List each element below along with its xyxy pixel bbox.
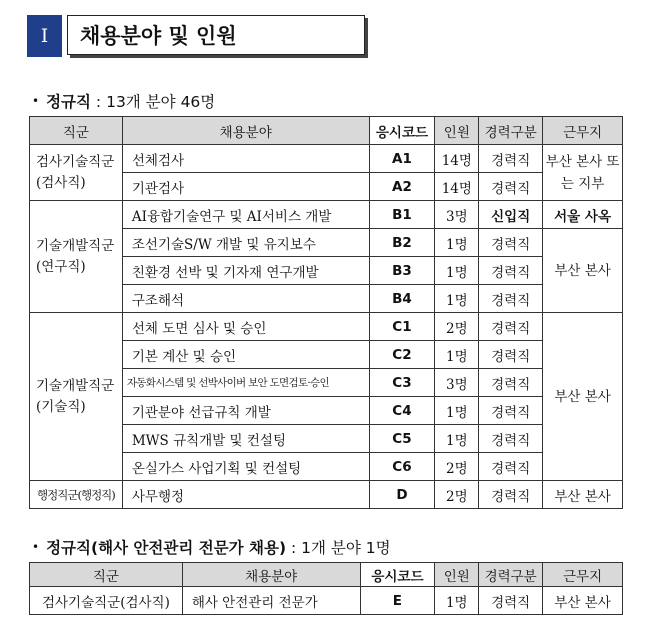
field-cell: 사무행정	[122, 481, 369, 509]
table-row	[30, 587, 623, 615]
career-cell: 경력직	[479, 341, 543, 369]
career-cell: 경력직	[479, 313, 543, 341]
count-cell: 1명	[435, 229, 479, 257]
career-cell: 경력직	[479, 453, 543, 481]
header-field: 채용분야	[182, 563, 360, 587]
header-count: 인원	[435, 117, 479, 145]
count-cell: 2명	[435, 481, 479, 509]
career-cell: 경력직	[479, 285, 543, 313]
career-cell: 신입직	[479, 201, 543, 229]
field-cell: 구조해석	[122, 285, 369, 313]
code-cell: C4	[369, 397, 435, 425]
career-cell: 경력직	[479, 145, 543, 173]
field-cell: 자동화시스템 및 선박사이버 보안 도면검토·승인	[122, 369, 369, 397]
career-cell: 경력직	[479, 173, 543, 201]
field-cell: MWS 규칙개발 및 컨설팅	[122, 425, 369, 453]
count-cell: 1명	[435, 285, 479, 313]
location-cell: 부산 본사	[543, 229, 623, 313]
group-cell: 기술개발직군 (기술직)	[30, 313, 123, 481]
table-header-row	[30, 563, 623, 587]
field-cell: 해사 안전관리 전문가	[182, 587, 360, 615]
code-cell: A1	[369, 145, 435, 173]
location-cell: 부산 본사	[543, 313, 623, 481]
location-cell: 서울 사옥	[543, 201, 623, 229]
subheading-maritime-rest: : 1개 분야 1명	[286, 539, 391, 557]
count-cell: 3명	[435, 369, 479, 397]
field-cell: AI융합기술연구 및 AI서비스 개발	[122, 201, 369, 229]
table-header-row	[30, 117, 623, 145]
code-cell: C1	[369, 313, 435, 341]
count-cell: 2명	[435, 453, 479, 481]
bullet-icon: •	[32, 540, 40, 554]
header-location: 근무지	[543, 563, 623, 587]
header-count: 인원	[435, 563, 479, 587]
section-number: I	[27, 15, 62, 57]
code-cell: A2	[369, 173, 435, 201]
field-cell: 선체검사	[122, 145, 369, 173]
code-cell: C2	[369, 341, 435, 369]
career-cell: 경력직	[479, 229, 543, 257]
bullet-icon: •	[32, 94, 40, 108]
count-cell: 2명	[435, 313, 479, 341]
table-row	[30, 481, 623, 509]
code-cell: C5	[369, 425, 435, 453]
location-cell: 부산 본사	[543, 481, 623, 509]
subheading-regular	[32, 90, 215, 112]
count-cell: 1명	[435, 587, 479, 615]
career-cell: 경력직	[479, 369, 543, 397]
count-cell: 1명	[435, 257, 479, 285]
code-cell: B2	[369, 229, 435, 257]
header-code: 응시코드	[360, 563, 435, 587]
code-cell: C6	[369, 453, 435, 481]
code-cell: B3	[369, 257, 435, 285]
header-location: 근무지	[543, 117, 623, 145]
group-cell: 기술개발직군 (연구직)	[30, 201, 123, 313]
table-row	[30, 313, 623, 341]
subheading-maritime-strong: 정규직(해사 안전관리 전문가 채용)	[46, 539, 287, 557]
subheading-regular-rest: : 13개 분야 46명	[91, 93, 216, 111]
location-cell: 부산 본사	[543, 587, 623, 615]
count-cell: 3명	[435, 201, 479, 229]
field-cell: 조선기술S/W 개발 및 유지보수	[122, 229, 369, 257]
career-cell: 경력직	[479, 257, 543, 285]
field-cell: 온실가스 사업기획 및 컨설팅	[122, 453, 369, 481]
header-code: 응시코드	[369, 117, 435, 145]
code-cell: B4	[369, 285, 435, 313]
career-cell: 경력직	[479, 397, 543, 425]
group-cell: 검사기술직군 (검사직)	[30, 145, 123, 201]
career-cell: 경력직	[479, 587, 543, 615]
header-field: 채용분야	[122, 117, 369, 145]
field-cell: 선체 도면 심사 및 승인	[122, 313, 369, 341]
location-cell: 부산 본사 또는 지부	[543, 145, 623, 201]
code-cell: B1	[369, 201, 435, 229]
code-cell: D	[369, 481, 435, 509]
header-career: 경력구분	[479, 563, 543, 587]
count-cell: 14명	[435, 145, 479, 173]
count-cell: 1명	[435, 341, 479, 369]
count-cell: 14명	[435, 173, 479, 201]
code-cell: C3	[369, 369, 435, 397]
career-cell: 경력직	[479, 425, 543, 453]
code-cell: E	[360, 587, 435, 615]
field-cell: 기본 계산 및 승인	[122, 341, 369, 369]
group-cell: 검사기술직군(검사직)	[30, 587, 183, 615]
field-cell: 기관분야 선급규칙 개발	[122, 397, 369, 425]
table-row	[30, 201, 623, 229]
field-cell: 기관검사	[122, 173, 369, 201]
subheading-regular-strong: 정규직	[46, 93, 91, 111]
section-title	[27, 15, 369, 57]
field-cell: 친환경 선박 및 기자재 연구개발	[122, 257, 369, 285]
count-cell: 1명	[435, 425, 479, 453]
header-group: 직군	[30, 563, 183, 587]
subheading-maritime	[32, 536, 391, 558]
career-cell: 경력직	[479, 481, 543, 509]
header-career: 경력구분	[479, 117, 543, 145]
recruitment-table	[29, 116, 623, 509]
section-heading: 채용분야 및 인원	[67, 15, 365, 55]
count-cell: 1명	[435, 397, 479, 425]
maritime-recruitment-table	[29, 562, 623, 615]
header-group: 직군	[30, 117, 123, 145]
table-row	[30, 145, 623, 173]
group-cell: 행정직군(행정직)	[30, 481, 123, 509]
